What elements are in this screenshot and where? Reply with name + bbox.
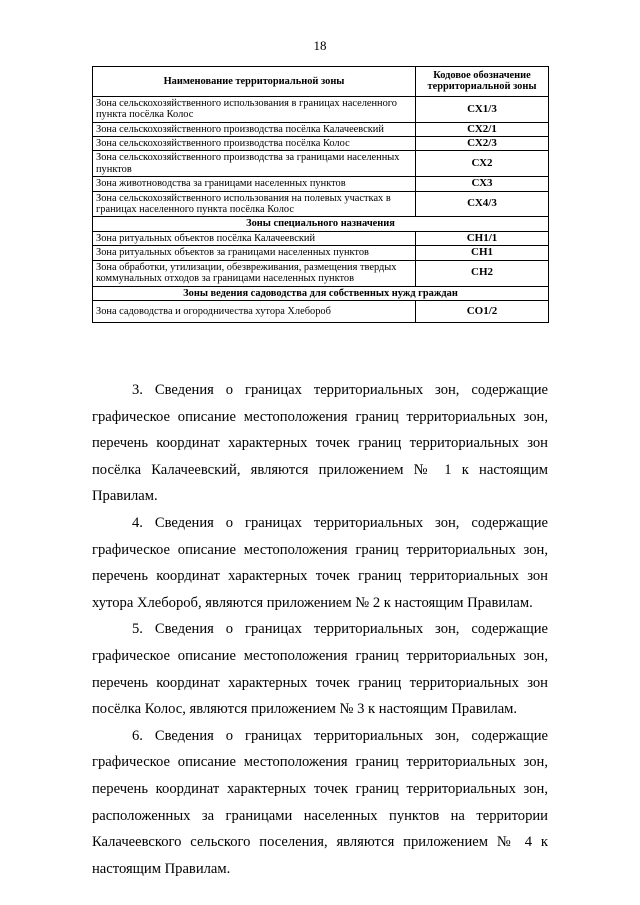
zone-code: СХ2 [416,151,549,177]
section-heading-garden: Зоны ведения садоводства для собственных нужд граждан [93,286,549,300]
zone-code: СН2 [416,260,549,286]
body-text [92,377,548,882]
table-row [93,137,549,151]
table-row [93,191,549,217]
table-row [93,300,549,322]
zone-code: СН1 [416,246,549,260]
table-row [93,246,549,260]
zone-name: Зона обработки, утилизации, обезвреживания, размещения твердых коммунальных отходов за границами населенных пунктов [93,260,416,286]
zone-name: Зона сельскохозяйственного использования в границах населенного пункта посёлка Колос [93,96,416,122]
zone-name: Зона ритуальных объектов посёлка Калачеевский [93,231,416,245]
zone-code: СХ3 [416,177,549,191]
zone-code: СХ4/3 [416,191,549,217]
zone-name: Зона животноводства за границами населенных пунктов [93,177,416,191]
table-row [93,151,549,177]
zone-name: Зона сельскохозяйственного использования на полевых участках в границах населенного пункта посёлка Колос [93,191,416,217]
table-row [93,96,549,122]
header-zone-name: Наименование территориальной зоны [93,67,416,97]
zone-code: СХ1/3 [416,96,549,122]
header-zone-code: Кодовое обозначение территориальной зоны [416,67,549,97]
zone-name: Зона ритуальных объектов за границами населенных пунктов [93,246,416,260]
zone-code: СХ2/3 [416,137,549,151]
section-row-garden [93,286,549,300]
table-row [93,177,549,191]
section-row-special [93,217,549,231]
paragraph-5: 5. Сведения о границах территориальных зон, содержащие графическое описание местоположения границ территориальных зон, перечень координат характерных точек границ территориальных зон посёлка Колос, являются приложением № 3 к настоящим Правилам. [92,621,548,718]
territorial-zones-table [92,66,549,323]
zone-name: Зона сельскохозяйственного производства посёлка Колос [93,137,416,151]
table-row [93,122,549,136]
zone-code: СХ2/1 [416,122,549,136]
zone-name: Зона сельскохозяйственного производства за границами населенных пунктов [93,151,416,177]
table-header-row [93,67,549,97]
zone-name: Зона садоводства и огородничества хутора Хлебороб [93,300,416,322]
paragraph-6: 6. Сведения о границах территориальных зон, содержащие графическое описание местоположения границ территориальных зон, перечень координат характерных точек границ территориальных зон, расположенных за границами населенных пунктов на территории Калачеевского сельского поселения, являются приложением № 4 к настоящим Правилам. [92,727,548,877]
zone-code: СН1/1 [416,231,549,245]
table-row [93,260,549,286]
section-heading-special: Зоны специального назначения [93,217,549,231]
zone-code: СО1/2 [416,300,549,322]
paragraph-3: 3. Сведения о границах территориальных зон, содержащие графическое описание местоположения границ территориальных зон, перечень координат характерных точек границ территориальных зон посёлка Калачеевский, являются приложением № 1 к настоящим Правилам. [92,382,548,505]
zone-name: Зона сельскохозяйственного производства посёлка Калачеевский [93,122,416,136]
paragraph-4: 4. Сведения о границах территориальных зон, содержащие графическое описание местоположения границ территориальных зон, перечень координат характерных точек границ территориальных зон хутора Хлебороб, являются приложением № 2 к настоящим Правилам. [92,514,548,611]
table-row [93,231,549,245]
page-number: 18 [313,38,327,53]
